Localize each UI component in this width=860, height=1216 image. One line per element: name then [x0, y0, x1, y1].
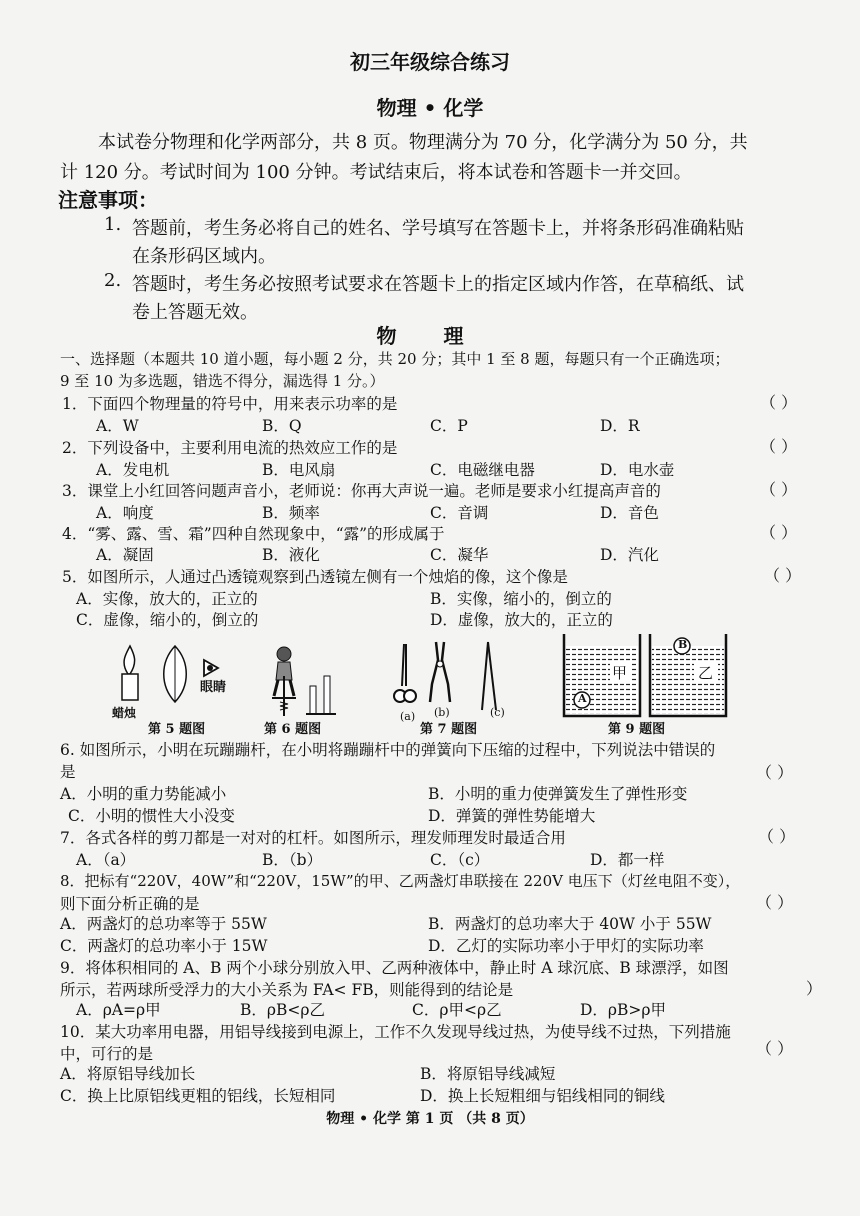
q4-option-c: C．凝华	[430, 546, 489, 564]
q3-option-c: C．音调	[430, 504, 489, 522]
fig9-liquid-yi: 乙	[698, 664, 714, 682]
q8-option-d: D．乙灯的实际功率小于甲灯的实际功率	[428, 937, 704, 955]
q10-option-a: A．将原铝导线加长	[60, 1065, 196, 1083]
q5-option-b: B．实像，缩小的，倒立的	[430, 590, 612, 608]
section-title: 物 理	[376, 324, 484, 348]
note-2-line-2: 卷上答题无效。	[132, 302, 258, 323]
q8-answer-blank: （ ）	[756, 893, 794, 912]
q5-option-a: A．实像，放大的，正立的	[76, 590, 258, 608]
q6-option-d: D．弹簧的弹性势能增大	[428, 807, 596, 825]
q8-stem-1: 8．把标有“220V，40W”和“220V，15W”的甲、乙两盏灯串联接在 220V 电压下（灯丝电阻不变），	[60, 872, 741, 890]
q10-stem-1: 10．某大功率用电器，用铝导线接到电源上，工作不久发现导线过热，为使导线不过热，下列措施	[60, 1023, 731, 1041]
q7-option-c: C．（c）	[430, 851, 490, 869]
note-2-num: 2.	[104, 270, 122, 291]
fig5-candle-label: 蜡烛	[112, 706, 137, 720]
fig9-ball-a: A	[578, 692, 587, 705]
page-footer: 物理 • 化学 第 1 页 （共 8 页）	[326, 1111, 534, 1127]
q10-option-b: B．将原铝导线减短	[420, 1065, 556, 1083]
section-instruction-1: 一、选择题（本题共 10 道小题，每小题 2 分，共 20 分；其中 1 至 8 题，每题只有一个正确选项；	[60, 350, 730, 368]
q8-option-c: C．两盏灯的总功率小于 15W	[60, 937, 268, 955]
q10-answer-blank: （ ）	[756, 1039, 794, 1058]
q9-answer-close: ）	[806, 979, 823, 998]
q6-option-a: A．小明的重力势能减小	[60, 785, 227, 803]
q4-option-a: A．凝固	[96, 546, 154, 564]
q2-option-c: C．电磁继电器	[430, 461, 535, 479]
q2-stem: 2．下列设备中，主要利用电流的热效应工作的是	[62, 439, 398, 457]
figure-7-diagram	[392, 640, 512, 716]
q6-option-b: B．小明的重力使弹簧发生了弹性形变	[428, 785, 688, 803]
q8-option-b: B．两盏灯的总功率大于 40W 小于 55W	[428, 915, 712, 933]
fig7-label-c: (c)	[490, 706, 505, 719]
fig7-caption: 第 7 题图	[420, 722, 478, 737]
q7-option-a: A．（a）	[76, 851, 136, 869]
q3-option-b: B．频率	[262, 504, 320, 522]
q4-option-b: B．液化	[262, 546, 320, 564]
q1-option-c: C．P	[430, 417, 468, 435]
fig7-label-b: (b)	[434, 706, 450, 719]
q4-answer-blank: （ ）	[760, 523, 798, 542]
q7-option-b: B．（b）	[262, 851, 323, 869]
note-1-num: 1.	[104, 214, 122, 235]
q5-option-d: D．虚像，放大的，正立的	[430, 611, 613, 629]
fig9-ball-b: B	[678, 638, 688, 651]
q9-option-c: C．ρ甲<ρ乙	[412, 1001, 502, 1019]
q6-answer-blank: （ ）	[756, 763, 794, 782]
q7-stem: 7．各式各样的剪刀都是一对对的杠杆。如图所示，理发师理发时最适合用	[60, 829, 566, 847]
q6-option-c: C．小明的惯性大小没变	[68, 807, 235, 825]
q9-stem-1: 9．将体积相同的 A、B 两个小球分别放入甲、乙两种液体中，静止时 A 球沉底、B 球漂浮，如图	[60, 959, 729, 977]
q7-option-d: D．都一样	[590, 851, 665, 869]
q2-answer-blank: （ ）	[760, 437, 798, 456]
q7-answer-blank: （ ）	[758, 827, 796, 846]
section-instruction-2: 9 至 10 为多选题，错选不得分，漏选得 1 分。）	[60, 372, 385, 390]
q1-option-d: D．R	[600, 417, 640, 435]
page-subtitle: 物理 • 化学	[376, 96, 484, 120]
q10-option-d: D．换上长短粗细与铝线相同的铜线	[420, 1087, 665, 1105]
q5-answer-blank: （ ）	[764, 566, 802, 585]
q1-answer-blank: （ ）	[760, 393, 798, 412]
figure-6-diagram	[266, 646, 346, 718]
page-title: 初三年级综合练习	[350, 50, 510, 74]
q3-answer-blank: （ ）	[760, 480, 798, 499]
q2-option-d: D．电水壶	[600, 461, 675, 479]
q3-option-a: A．响度	[96, 504, 154, 522]
q8-stem-2: 则下面分析正确的是	[60, 895, 200, 913]
q9-option-d: D．ρB>ρ甲	[580, 1001, 667, 1019]
notes-heading: 注意事项：	[58, 188, 158, 212]
note-1-line-2: 在条形码区域内。	[132, 246, 276, 267]
q1-option-b: B．Q	[262, 417, 302, 435]
intro-line-1: 本试卷分物理和化学两部分，共 8 页。物理满分为 70 分，化学满分为 50 分，共	[98, 132, 748, 153]
q4-option-d: D．汽化	[600, 546, 659, 564]
note-1-line-1: 答题前，考生务必将自己的姓名、学号填写在答题卡上，并将条形码准确粘贴	[132, 218, 744, 239]
q2-option-b: B．电风扇	[262, 461, 336, 479]
q1-option-a: A．W	[96, 417, 139, 435]
q4-stem: 4．“雾、露、雪、霜”四种自然现象中，“露”的形成属于	[62, 525, 445, 543]
q5-option-c: C．虚像，缩小的，倒立的	[76, 611, 259, 629]
q6-stem-2: 是	[60, 763, 76, 781]
fig5-caption: 第 5 题图	[148, 722, 206, 737]
fig7-label-a: (a)	[400, 710, 416, 723]
q8-option-a: A．两盏灯的总功率等于 55W	[60, 915, 267, 933]
q1-stem: 1．下面四个物理量的符号中，用来表示功率的是	[62, 395, 398, 413]
q3-stem: 3．课堂上小红回答问题声音小，老师说：你再大声说一遍。老师是要求小红提高声音的	[62, 482, 661, 500]
fig9-liquid-jia: 甲	[612, 664, 628, 682]
q5-stem: 5．如图所示，人通过凸透镜观察到凸透镜左侧有一个烛焰的像，这个像是	[62, 568, 568, 586]
q3-option-d: D．音色	[600, 504, 659, 522]
fig5-eye-label: 眼睛	[200, 680, 227, 695]
q10-option-c: C．换上比原铝线更粗的铝线，长短相同	[60, 1087, 336, 1105]
q9-stem-2: 所示，若两球所受浮力的大小关系为 FA< FB，则能得到的结论是	[60, 981, 514, 999]
intro-line-2: 计 120 分。考试时间为 100 分钟。考试结束后，将本试卷和答题卡一并交回。	[60, 162, 692, 183]
note-2-line-1: 答题时，考生务必按照考试要求在答题卡上的指定区域内作答，在草稿纸、试	[132, 274, 744, 295]
q6-stem-1: 6. 如图所示，小明在玩蹦蹦杆，在小明将蹦蹦杆中的弹簧向下压缩的过程中，下列说法中错误的	[60, 741, 716, 759]
q2-option-a: A．发电机	[96, 461, 170, 479]
fig9-caption: 第 9 题图	[608, 722, 666, 737]
q9-option-a: A．ρA=ρ甲	[76, 1001, 161, 1019]
q9-option-b: B．ρB<ρ乙	[240, 1001, 325, 1019]
q10-stem-2: 中，可行的是	[60, 1045, 154, 1063]
fig6-caption: 第 6 题图	[264, 722, 322, 737]
